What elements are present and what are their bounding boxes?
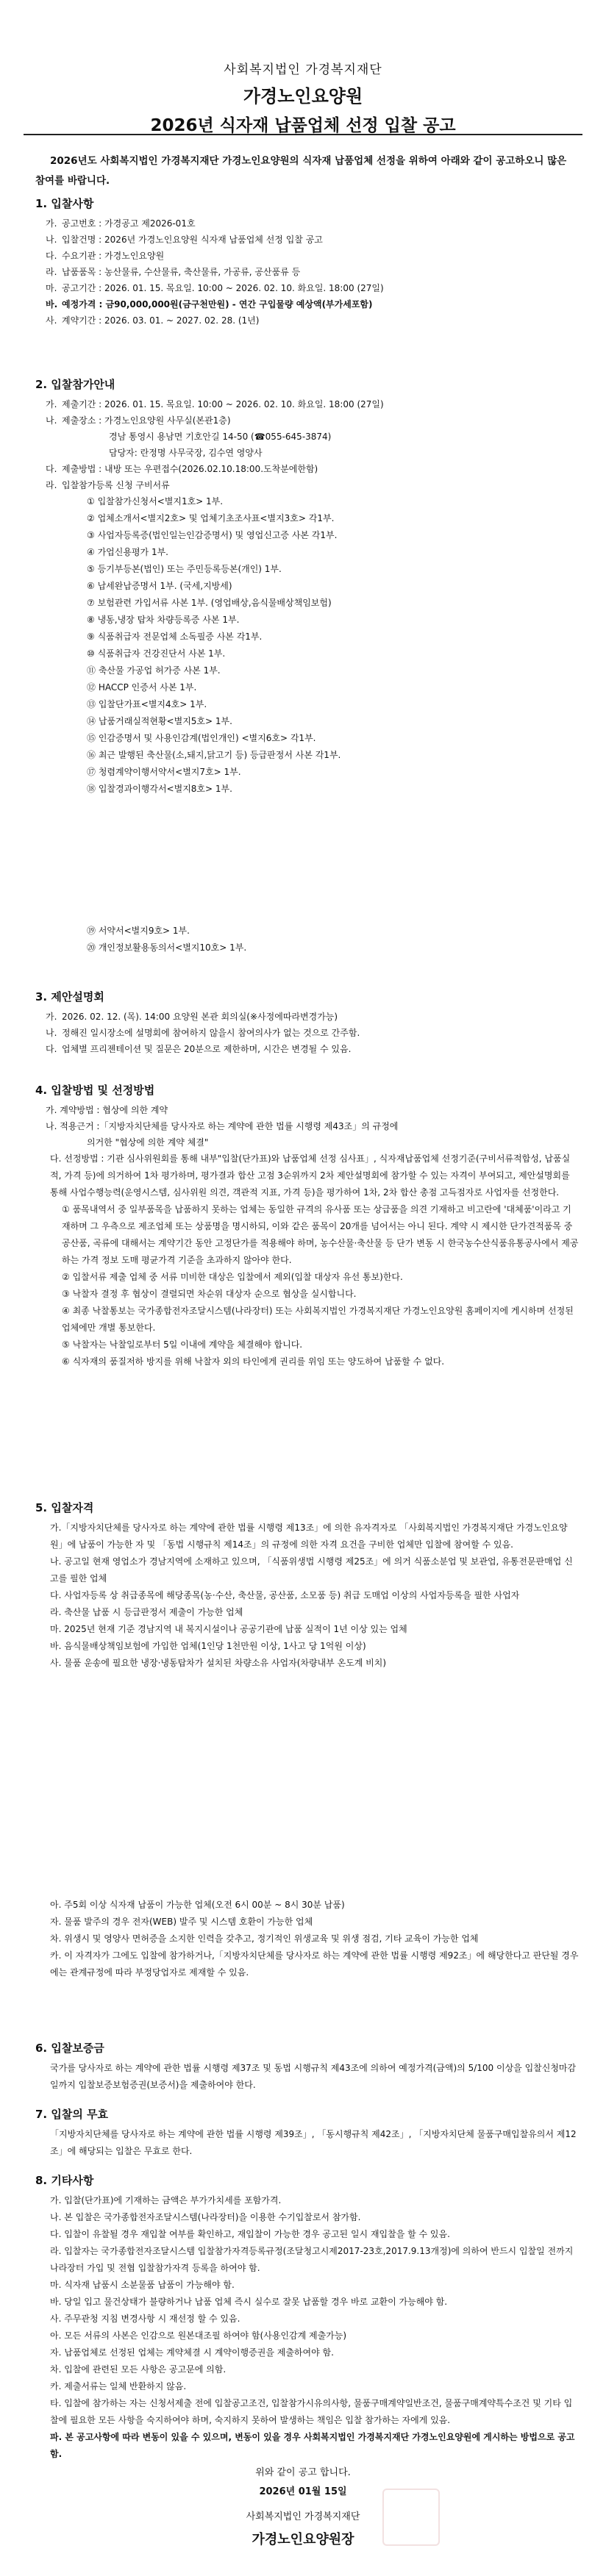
- method-item: ③ 낙찰자 결정 후 협상이 결렬되면 차순위 대상자 순으로 협상을 실시합니다.: [62, 1289, 357, 1299]
- list-item: 가. 제출기간 : 2026. 01. 15. 목요일. 10:00 ~ 2026. 02. 10. 화요일. 18:00 (27일): [46, 399, 384, 409]
- invalid-text: 「지방자치단체를 당사자로 하는 계약에 관한 법률 시행령 제39조」, 「동시행규칙 제42조」, 「지방자치단체 물품구매입찰유의서 제12조」에 해당되는 입찰은 무효로 한다.: [50, 2129, 577, 2156]
- method-item: ⑤ 낙찰자는 낙찰일로부터 5일 이내에 계약을 체결해야 합니다.: [62, 1339, 303, 1350]
- doc-item: ⑪ 축산물 가공업 허가증 사본 1부.: [87, 665, 221, 676]
- list-item: 나. 본 입찰은 국가종합전자조달시스템(나라장터)을 이용한 수기입찰로서 참가함.: [50, 2212, 361, 2222]
- section-title: 2. 입찰참가안내: [35, 378, 115, 391]
- doc-item: ⑱ 입찰경과이행각서<별지8호> 1부.: [87, 784, 232, 794]
- contact-person: 담당자: 란정명 사무국장, 김수연 영양사: [109, 448, 263, 458]
- list-item: 타. 입찰에 참가하는 자는 신청서제출 전에 입찰공고조건, 입찰참가시유의사항, 물품구매계약일반조건, 물품구매계약특수조건 및 기타 입찰에 필요한 모든 사항을 숙지하여야 하며, 숙지하지 못하여 발생하는 책임은 입찰 참가하는 자에게 있음.: [50, 2398, 573, 2425]
- list-item: 바. 당일 입고 물건상태가 불량하거나 납품 업체 즉시 실수로 잘못 납품할 경우 바로 교환이 가능해야 함.: [50, 2297, 448, 2307]
- doc-item: ⑭ 납품거래실적현황<별지5호> 1부.: [87, 716, 232, 726]
- section-title: 5. 입찰자격: [35, 1501, 94, 1514]
- list-item: 가. 공고번호 : 가경공고 제2026-01호: [46, 218, 196, 229]
- list-item: 사. 주무관청 지침 변경사항 시 재선정 할 수 있음.: [50, 2314, 240, 2324]
- section-title: 1. 입찰사항: [35, 197, 94, 210]
- list-item: 라. 입찰참가등록 신청 구비서류: [46, 480, 170, 490]
- doc-item: ⑮ 인감증명서 및 사용인감계(법인개인) <별지6호> 각1부.: [87, 733, 316, 743]
- list-item: 나. 제출장소 : 가경노인요양원 사무실(본관1층): [46, 415, 231, 426]
- method-item: ② 입찰서류 제출 업체 중 서류 미비한 대상은 입찰에서 제외(입찰 대상자 유선 통보)한다.: [62, 1272, 403, 1282]
- doc-item: ⑥ 납세완납증명서 1부. (국세,지방세): [87, 581, 232, 591]
- list-item: 바. 예정가격 : 금90,000,000원(금구천만원) - 연간 구입물량 예상액(부가세포함): [46, 299, 373, 310]
- document-header: [0, 59, 606, 136]
- section-title: 3. 제안설명회: [35, 990, 104, 1003]
- list-item: 가.「지방자치단체를 당사자로 하는 계약에 관한 법률 시행령 제13조」에 의한 유자격자로 「사회복지법인 가경복지재단 가경노인요양원」에 납품이 가능한 자 및 「동법 시행규칙 제14조」의 규정에 의한 자격 요건을 구비한 업체만 입찰에 참여할 수 있음.: [50, 1523, 568, 1550]
- list-item: 카. 이 자격자가 그에도 입찰에 참가하거나,「지방자치단체를 당사자로 하는 계약에 관한 법률 시행령 제92조」에 해당한다고 판단될 경우에는 관계규정에 따라 부정당업자로 제재할 수 있음.: [50, 1950, 579, 1978]
- list-item: 나. 정해진 일시장소에 설명회에 참여하지 않을시 참여의사가 없는 것으로 간주함.: [46, 1028, 360, 1038]
- section-bid-method: [35, 1082, 580, 1370]
- section-qualification: [35, 1500, 580, 1672]
- doc-item: ⑰ 청렴계약이행서약서<별지7호> 1부.: [87, 767, 241, 777]
- list-item: 차. 위생시 및 영양사 면허증을 소지한 인력을 갖추고, 정기적인 위생교육 및 위생 점검, 기타 교육이 가능한 업체: [50, 1933, 479, 1944]
- list-item: 아. 주5회 이상 식자재 납품이 가능한 업체(오전 6시 00분 ~ 8시 30분 납품): [50, 1900, 345, 1910]
- doc-item: ⑳ 개인정보활용동의서<별지10호> 1부.: [87, 942, 247, 953]
- doc-item: ⑩ 식품취급자 건강진단서 사본 1부.: [87, 648, 226, 659]
- method-item: ⑥ 식자재의 품질저하 방지를 위해 낙찰자 외의 타인에게 권리를 위임 또는 양도하여 납품할 수 없다.: [62, 1356, 445, 1367]
- doc-item: ⑬ 입찰단가표<별지4호> 1부.: [87, 699, 207, 709]
- list-item: 마. 2025년 현재 기준 경남지역 내 복지시설이나 공공기관에 납품 실적이 1년 이상 있는 업체: [50, 1624, 407, 1634]
- list-item: 아. 모든 서류의 사본은 인감으로 원본대조필 하여야 함(사용인감계 제출가능): [50, 2330, 347, 2341]
- list-item: 가. 2026. 02. 12. (목). 14:00 요양원 본관 회의실(※사정에따라변경가능): [46, 1012, 338, 1022]
- section-title: 4. 입찰방법 및 선정방법: [35, 1084, 155, 1097]
- section-invalid: [35, 2106, 580, 2160]
- section-bid-items: [35, 196, 580, 329]
- notice-date: 2026년 01월 15일: [259, 2486, 347, 2497]
- closing-statement: 위와 같이 공고 합니다.: [255, 2467, 351, 2478]
- header-divider: [24, 134, 582, 135]
- doc-item: ② 업체소개서<별지2호> 및 업체기초조사표<별지3호> 각1부.: [87, 513, 335, 523]
- list-item: 다. 업체별 프리젠테이션 및 질문은 20분으로 제한하며, 시간은 변경될 수 있음.: [46, 1044, 352, 1054]
- doc-item: ⑧ 냉동,냉장 탑차 차량등록증 사본 1부.: [87, 615, 240, 625]
- section-qualification-cont: [35, 1897, 580, 1981]
- list-item: 마. 공고기간 : 2026. 01. 15. 목요일. 10:00 ~ 2026. 02. 10. 화요일. 18:00 (27일): [46, 283, 384, 293]
- list-item: 다. 수요기관 : 가경노인요양원: [46, 251, 165, 261]
- address: 경남 통영시 용남면 기호안길 14-50 (☎055-645-3874): [109, 432, 332, 442]
- section-title: 7. 입찰의 무효: [35, 2108, 109, 2121]
- list-item: 다. 선정방법 : 기관 심사위원회를 통해 내부"입찰(단가표)와 납품업체 선정 심사표」, 식자재납품업체 선정기준(구비서류적합성, 납품실적, 가격 등)에 의거하여 1차 평가하며, 평가결과 합산 고점 3순위까지 2차 제안설명회에 참가할 수 있는 자격이 부여되고, 제안설명회를 통해 사업수행능력(운영시스템, 심사위원 의견, 객관적 지표, 가격 등)을 평가하여 1차, 2차 합산 총점 고득점자로 사업자를 선정한다.: [50, 1153, 571, 1198]
- section-title: 8. 기타사항: [35, 2174, 94, 2187]
- list-item: 라. 입찰자는 국가종합전자조달시스템 입찰참가자격등록규정(조달청고시제2017-23호,2017.9.13개정)에 의하여 반드시 입찰일 전까지 나라장터 가입 및 전협 입찰참가자격 등록을 하여야 함.: [50, 2246, 574, 2273]
- method-item: ④ 최종 낙찰통보는 국가종합전자조달시스템(나라장터) 또는 사회복지법인 가경복지재단 가경노인요양원 홈페이지에 게시하며 선정된 업체에만 개별 통보한다.: [62, 1306, 574, 1333]
- list-item: 자. 물품 발주의 경우 전자(WEB) 발주 및 시스템 호환이 가능한 업체: [50, 1917, 313, 1927]
- section-deposit: [35, 2040, 580, 2094]
- doc-item: ① 입찰참가신청서<별지1호> 1부.: [87, 496, 224, 507]
- list-item: 마. 식자재 납품시 소분물품 납품이 가능해야 함.: [50, 2280, 235, 2290]
- list-item: 카. 제출서류는 일체 반환하지 않음.: [50, 2381, 187, 2391]
- org-name: 사회복지법인 가경복지재단: [224, 62, 382, 77]
- list-item-cont: 의거한 "협상에 의한 계약 체결": [87, 1137, 209, 1148]
- section-etc: [35, 2172, 580, 2463]
- intro-paragraph: 2026년도 사회복지법인 가경복지재단 가경노인요양원의 식자재 납품업체 선정을 위하여 아래와 같이 공고하오니 많은 참여를 바랍니다.: [35, 155, 567, 187]
- list-item: 바. 음식물배상책임보험에 가입한 업체(1인당 1천만원 이상, 1사고 당 1억원 이상): [50, 1641, 366, 1651]
- list-item: 자. 납품업체로 선정된 업체는 계약체결 시 계약이행증권을 제출하여야 함.: [50, 2347, 334, 2358]
- list-item: 사. 물품 운송에 필요한 냉장·냉동탑차가 설치된 차량소유 사업자(차량내부 온도계 비치): [50, 1658, 387, 1668]
- list-item: 라. 납품품목 : 농산물류, 수산물류, 축산물류, 가공류, 공산품류 등: [46, 267, 301, 277]
- doc-item: ⑲ 서약서<별지9호> 1부.: [87, 926, 190, 936]
- section-participation: [35, 376, 580, 798]
- doc-item: ⑯ 최근 발행된 축산물(소,돼지,닭고기 등) 등급판정서 사본 각1부.: [87, 750, 341, 760]
- section-briefing: [35, 989, 580, 1057]
- list-item: 라. 축산물 납품 시 등급판정서 제출이 가능한 업체: [50, 1607, 243, 1617]
- doc-item: ⑤ 등기부등본(법인) 또는 주민등록등본(개인) 1부.: [87, 564, 282, 574]
- doc-item: ④ 가업신용평가 1부.: [87, 547, 168, 557]
- section-participation-cont: [35, 923, 580, 956]
- method-item: ① 품목내역서 중 일부품목을 납품하지 못하는 업체는 동일한 규격의 유사품 또는 상급품을 의견 기재하고 비고란에 '대체품'이라고 기재하며 그 우측으로 제조업체 또는 상품명을 명시하되, 이와 같은 품목이 20개를 넘어서는 아니 된다. 계약 시 제시한 단가견적품목 중 공산품, 곡류에 대해서는 계약기간 동안 고정단가를 적용해야 하며, 농수산물·축산물 등 단가 변동 시 한국농수산식품유통공사에서 제공하는 가격 정보 도매 평균가격 기준을 초과하지 않아야 한다.: [62, 1204, 579, 1265]
- list-item: 다. 제출방법 : 내방 또는 우편접수(2026.02.10.18:00.도착분에한함): [46, 464, 318, 474]
- doc-item: ⑨ 식품취급자 전문업체 소독필증 사본 각1부.: [87, 632, 263, 642]
- notice-subtitle: 2026년 식자재 납품업체 선정 입찰 공고: [150, 116, 456, 135]
- signature-name: 가경노인요양원장: [252, 2532, 354, 2547]
- doc-item: ⑫ HACCP 인증서 사본 1부.: [87, 682, 197, 693]
- list-item: 다. 입찰이 유찰될 경우 재입찰 여부를 확인하고, 재입찰이 가능한 경우 공고된 일시 재입찰을 할 수 있음.: [50, 2229, 450, 2239]
- list-item: 파. 본 공고사항에 따라 변동이 있을 수 있으며, 변동이 있을 경우 사회복지법인 가경복지재단 가경노인요양원에 게시하는 방법으로 공고함.: [50, 2432, 575, 2459]
- doc-item: ③ 사업자등록증(법인일는인감증명서) 및 영업신고증 사본 각1부.: [87, 530, 338, 540]
- list-item: 가. 입찰(단가표)에 기재하는 금액은 부가가치세를 포함가격.: [50, 2195, 282, 2205]
- list-item: 사. 계약기간 : 2026. 03. 01. ~ 2027. 02. 28. (1년): [46, 315, 260, 326]
- list-item: 나. 적용근거 :「지방자치단체를 당사자로 하는 계약에 관한 법률 시행령 제43조」의 규정에: [46, 1121, 399, 1131]
- list-item: 차. 입찰에 관련된 모든 사항은 공고문에 의함.: [50, 2364, 227, 2375]
- list-item: 나. 입찰건명 : 2026년 가경노인요양원 식자재 납품업체 선정 입찰 공고: [46, 235, 323, 245]
- deposit-text: 국가를 당사자로 하는 계약에 관한 법률 시행령 제37조 및 동법 시행규칙 제43조에 의하여 예정가격(금액)의 5/100 이상을 입찰신청마감일까지 입찰보증보험증권(보증서)을 제출하여야 한다.: [50, 2063, 577, 2090]
- page-title: 가경노인요양원: [243, 86, 363, 107]
- section-title: 6. 입찰보증금: [35, 2042, 104, 2055]
- list-item: 가. 계약방법 : 협상에 의한 계약: [46, 1105, 168, 1115]
- signature-org: 사회복지법인 가경복지재단: [246, 2511, 360, 2522]
- doc-item: ⑦ 보험관련 가입서류 사본 1부. (영업배상,음식물배상책임보험): [87, 598, 332, 608]
- list-item: 다. 사업자등록 상 취급종목에 해당종목(농·수산, 축산물, 공산품, 소모품 등) 취급 도매업 이상의 사업자등록을 필한 사업자: [50, 1590, 520, 1600]
- list-item: 나. 공고일 현재 영업소가 경남지역에 소재하고 있으며, 「식품위생법 시행령 제25조」에 의거 식품소분업 및 보관업, 유통전문판매업 신고를 필한 업체: [50, 1556, 573, 1584]
